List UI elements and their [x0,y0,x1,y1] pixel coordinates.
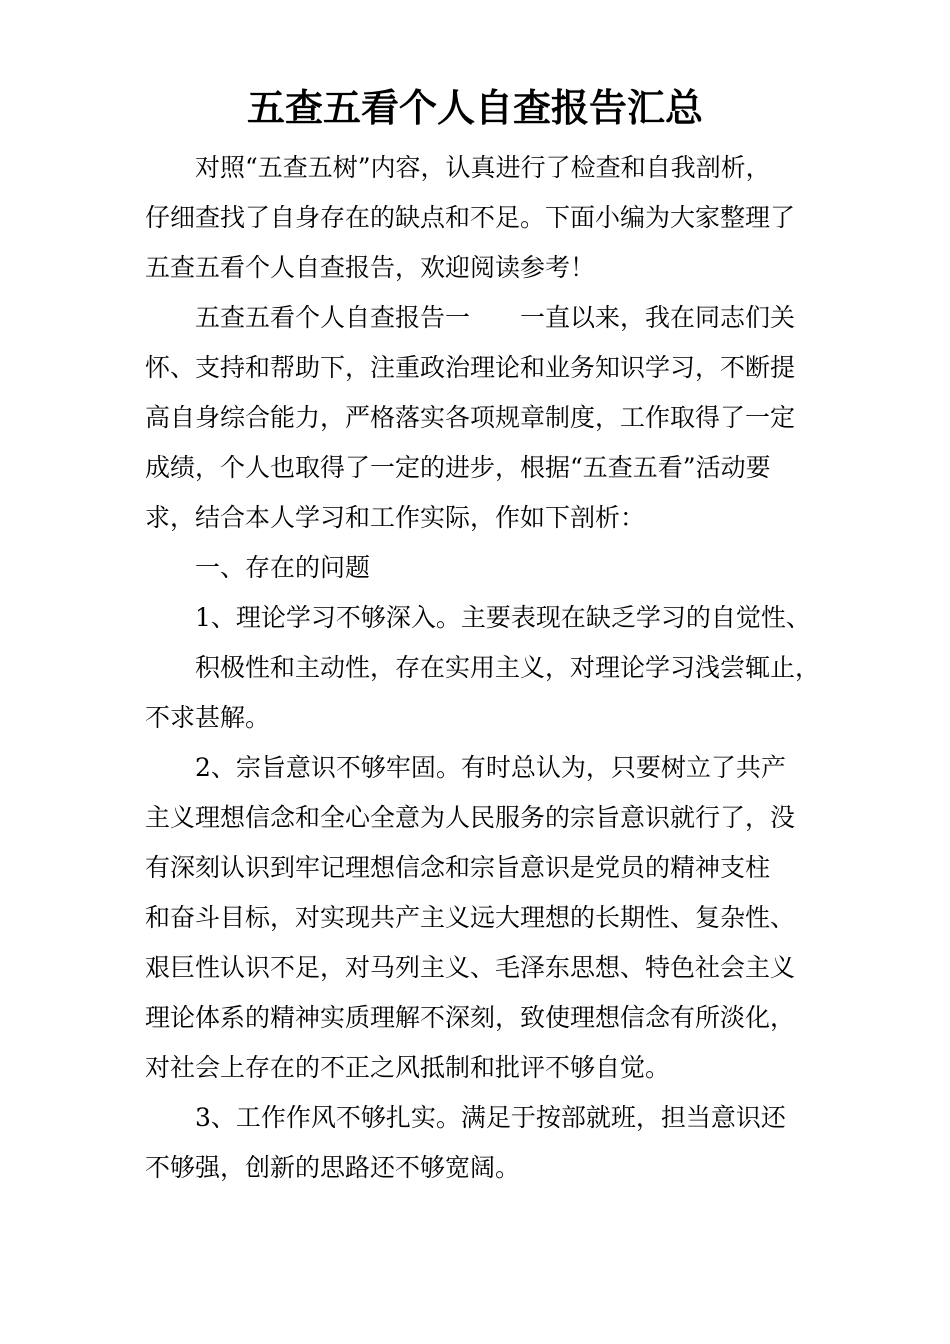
document-title: 五查五看个人自查报告汇总 [246,85,703,130]
paragraph-line: 和奋斗目标，对实现共产主义远大理想的长期性、复杂性、 [145,903,796,932]
paragraph-line: 对社会上存在的不正之风抵制和批评不够自觉。 [145,1053,671,1082]
paragraph-line: 不求甚解。 [145,703,271,732]
paragraph-line: 有深刻认识到牢记理想信念和宗旨意识是党员的精神支柱 [145,853,771,882]
paragraph-line: 求，结合本人学习和工作实际，作如下剖析： [145,503,646,532]
paragraph-line: 艰巨性认识不足，对马列主义、毛泽东思想、特色社会主义 [145,953,796,982]
paragraph-line: 积极性和主动性，存在实用主义，对理论学习浅尝辄止， [195,653,821,682]
paragraph-line: 对照“五查五树”内容，认真进行了检查和自我剖析， [195,153,771,182]
paragraph-line: 五查五看个人自查报告一 一直以来，我在同志们关 [195,303,796,332]
paragraph-line: 主义理想信念和全心全意为人民服务的宗旨意识就行了，没 [145,803,796,832]
paragraph-line: 怀、支持和帮助下，注重政治理论和业务知识学习，不断提 [145,353,796,382]
paragraph-line: 成绩，个人也取得了一定的进步，根据“五查五看”活动要 [145,453,771,482]
section-heading: 一、存在的问题 [195,553,371,582]
paragraph-line: 仔细查找了自身存在的缺点和不足。下面小编为大家整理了 [145,203,796,232]
paragraph-line: 不够强，创新的思路还不够宽阔。 [145,1153,521,1182]
paragraph-line: 1、理论学习不够深入。主要表现在缺乏学习的自觉性、 [195,603,811,632]
paragraph-line: 理论体系的精神实质理解不深刻，致使理想信念有所淡化， [145,1003,796,1032]
paragraph-line: 2、宗旨意识不够牢固。有时总认为，只要树立了共产 [195,753,786,782]
paragraph-line: 高自身综合能力，严格落实各项规章制度，工作取得了一定 [145,403,796,432]
paragraph-line: 五查五看个人自查报告，欢迎阅读参考！ [145,253,596,282]
paragraph-line: 3、工作作风不够扎实。满足于按部就班，担当意识还 [195,1103,786,1132]
